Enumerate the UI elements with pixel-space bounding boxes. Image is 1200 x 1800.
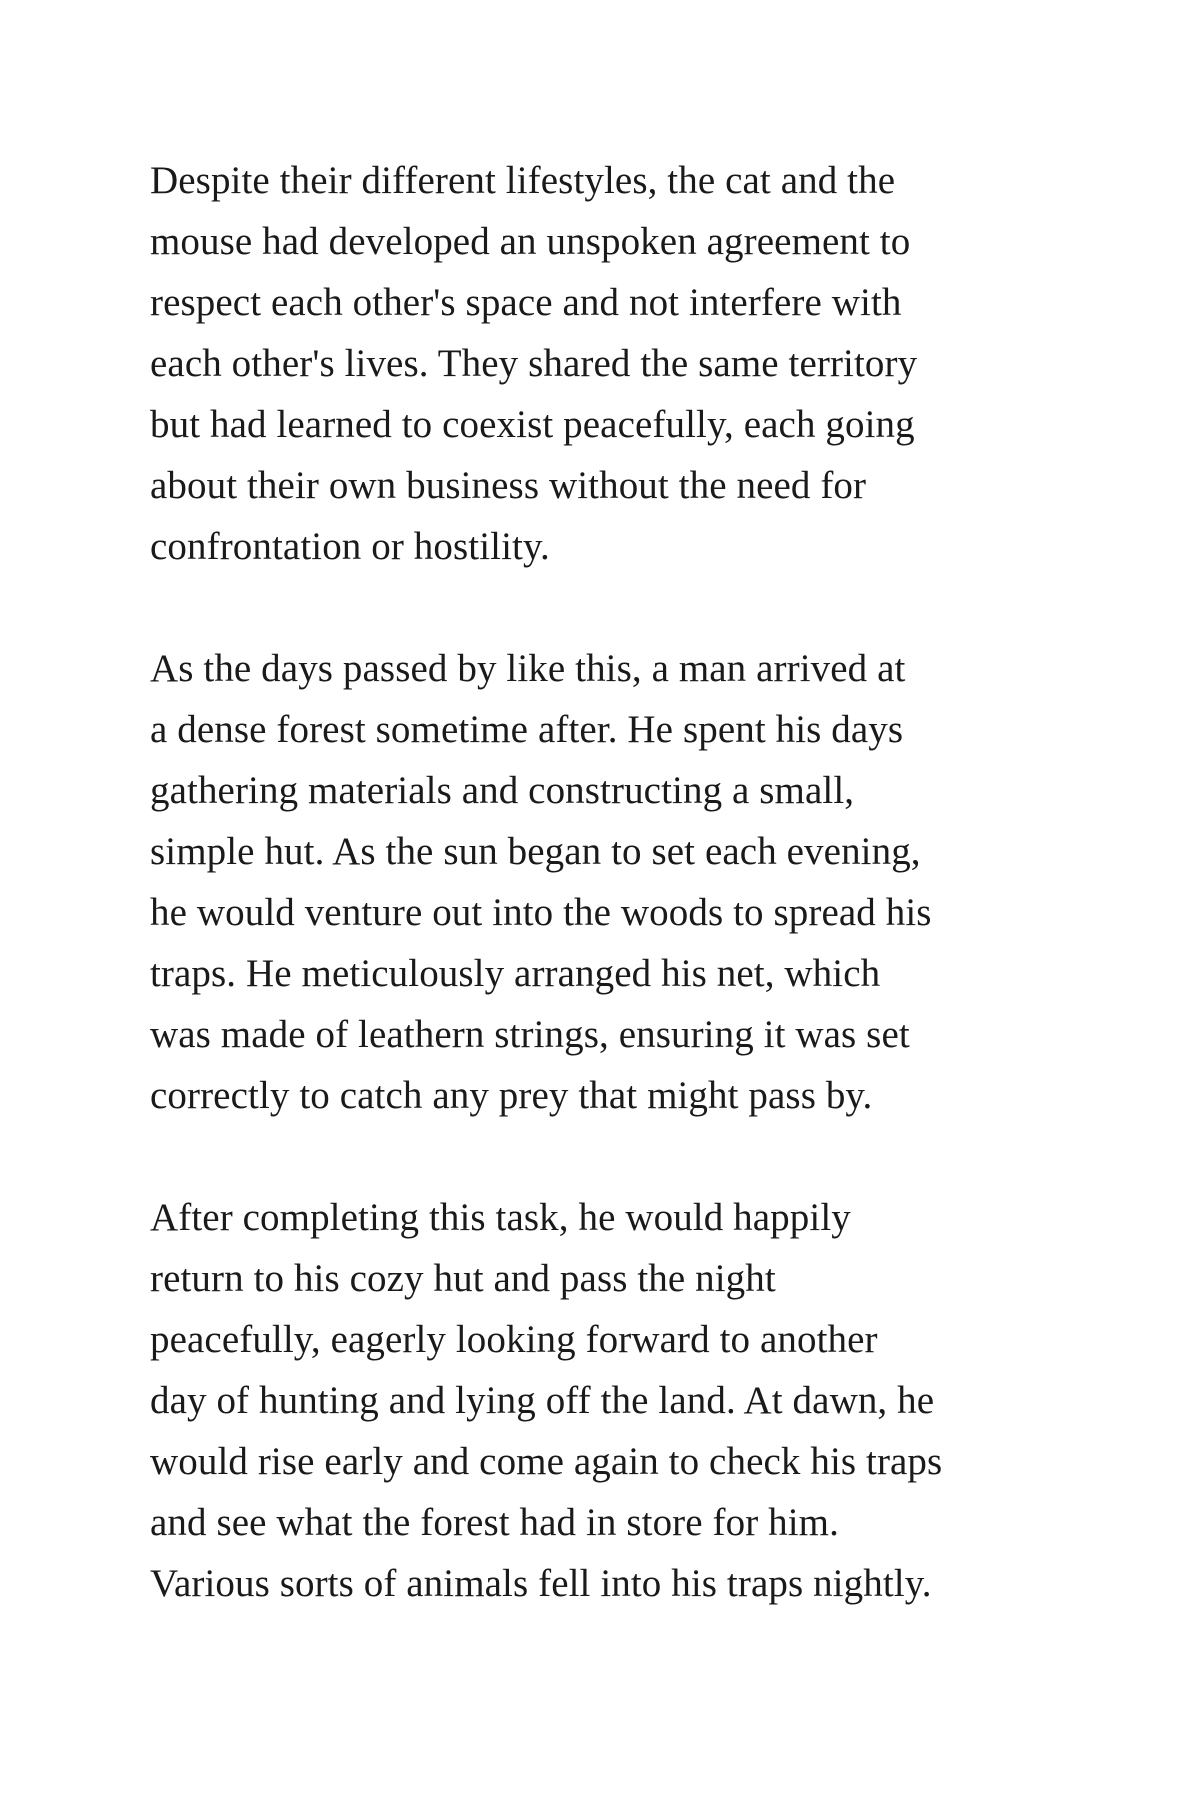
paragraph-1 [150, 150, 1085, 577]
paragraph-line: about their own business without the need for [150, 464, 867, 507]
paragraph-line: but had learned to coexist peacefully, each going [150, 403, 915, 446]
paragraph-line: peacefully, eagerly looking forward to another [150, 1318, 878, 1361]
paragraph-line: respect each other's space and not interfere with [150, 281, 902, 324]
paragraph-line: correctly to catch any prey that might pass by. [150, 1074, 873, 1117]
paragraph-line: After completing this task, he would happily [150, 1196, 851, 1239]
paragraph-line: day of hunting and lying off the land. At dawn, he [150, 1379, 935, 1422]
paragraph-line: return to his cozy hut and pass the night [150, 1257, 776, 1300]
body-text [150, 150, 1085, 1614]
paragraph-line: confrontation or hostility. [150, 525, 550, 568]
paragraph-line: was made of leathern strings, ensuring it was set [150, 1013, 910, 1056]
paragraph-line: a dense forest sometime after. He spent his days [150, 708, 904, 751]
paragraph-line: each other's lives. They shared the same territory [150, 342, 918, 385]
paragraph-line: mouse had developed an unspoken agreement to [150, 220, 911, 263]
paragraph-line: Various sorts of animals fell into his traps nightly. [150, 1562, 932, 1605]
paragraph-line: he would venture out into the woods to spread his [150, 891, 932, 934]
paragraph-3 [150, 1187, 1085, 1614]
paragraph-2 [150, 638, 1085, 1126]
paragraph-line: traps. He meticulously arranged his net, which [150, 952, 881, 995]
paragraph-line: would rise early and come again to check his traps [150, 1440, 943, 1483]
paragraph-line: As the days passed by like this, a man arrived at [150, 647, 906, 690]
paragraph-line: Despite their different lifestyles, the cat and the [150, 159, 896, 202]
paragraph-line: gathering materials and constructing a small, [150, 769, 855, 812]
paragraph-line: and see what the forest had in store for him. [150, 1501, 839, 1544]
paragraph-line: simple hut. As the sun began to set each evening, [150, 830, 921, 873]
